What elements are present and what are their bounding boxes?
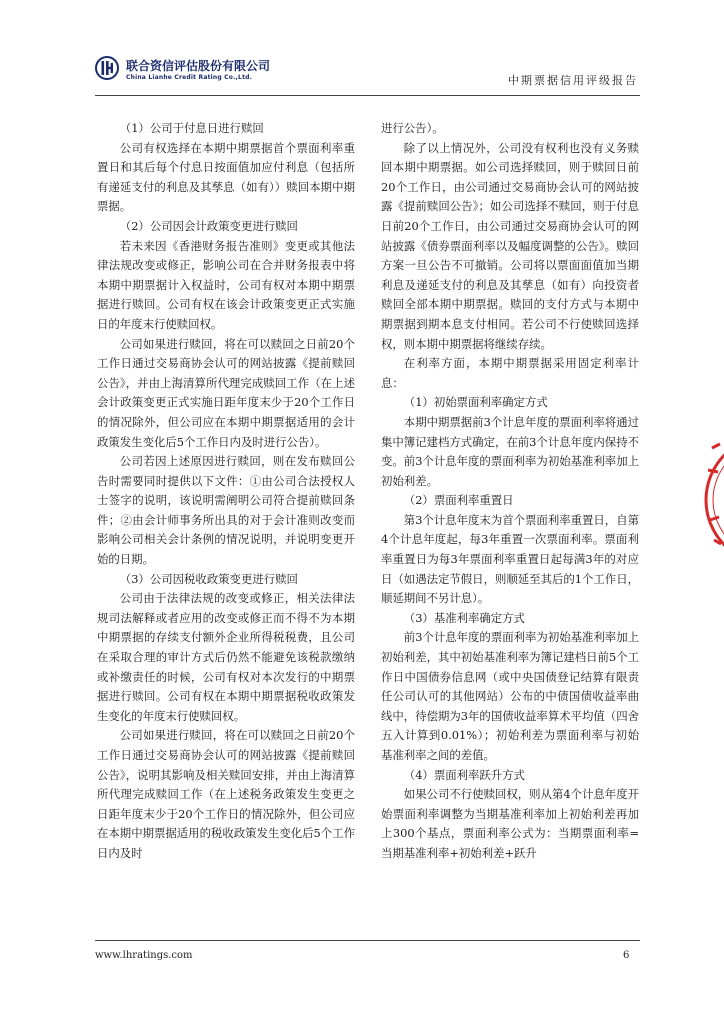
company-name-en: China Lianhe Credit Rating Co.,Ltd. [126, 74, 253, 81]
report-title: 中期票据信用评级报告 [508, 74, 638, 87]
body-paragraph: 公司若因上述原因进行赎回，则在发布赎回公告时需要同时提供以下文件：①由公司合法授权人士签字的说明，该说明需阐明公司符合提前赎回条件；②由会计师事务所出具的对于会计准则改变而影响公司相关会计条例的情况说明，并说明变更开始的日期。 [97, 454, 355, 567]
section-subheading: （2）公司因会计政策变更进行赎回 [119, 218, 298, 233]
header-divider [95, 95, 640, 96]
section-subheading: （1）公司于付息日进行赎回 [119, 121, 264, 135]
body-paragraph: 公司如果进行赎回，将在可以赎回之日前20个工作日通过交易商协会认可的网站披露《提前赎回公告》，并由上海清算所代理完成赎回工作（在上述会计政策变更正式实施日距年度末少于20个工作日的情况除外，但公司应在本期中期票据适用的会计政策发生变化后5个工作日内及时进行公告）。 [97, 336, 355, 449]
body-paragraph: 公司有权选择在本期中期票据首个票面利率重置日和其后每个付息日按面值加应付利息（包括所有递延支付的利息及其孳息（如有））赎回本期中期票据。 [97, 140, 355, 214]
section-subheading: （3）基准利率确定方式 [403, 610, 525, 625]
body-paragraph: 若未来因《香港财务报告准则》变更或其他法律法规改变或修正，影响公司在合并财务报表中将本期中期票据计入权益时，公司有权对本期中期票据进行赎回。公司有权在该会计政策变更正式实施日的年度末行使赎回权。 [97, 238, 355, 331]
body-paragraph: 公司由于法律法规的改变或修正，相关法律法规司法解释或者应用的改变或修正而不得不为本期中期票据的存续支付额外企业所得税税费，且公司在采取合理的审计方式后仍然不能避免该税款缴纳或补缴责任的时候，公司有权对本次发行的中期票据进行赎回。公司有权在本期中期票据税收政策发生变化的年度末行使赎回权。 [97, 591, 355, 723]
section-subheading: （1）初始票面利率确定方式 [403, 395, 548, 410]
body-paragraph: 进行公告）。 [381, 121, 444, 135]
body-paragraph: 如果公司不行使赎回权，则从第4个计息年度开始票面利率调整为当期基准利率加上初始利差再加上300个基点，票面利率公式为：当期票面利率=当期基准利率+初始利差+跃升 [381, 787, 639, 860]
company-logo-icon [95, 56, 119, 80]
red-seal-stamp-icon [700, 400, 724, 600]
company-name-cn: 联合资信评估股份有限公司 [126, 59, 271, 73]
right-text-column [381, 119, 639, 864]
page-number: 6 [623, 950, 630, 961]
footer-divider [95, 940, 640, 941]
body-paragraph: 公司如果进行赎回，将在可以赎回之日前20个工作日通过交易商协会认可的网站披露《提前赎回公告》，说明其影响及相关赎回安排，并由上海清算所代理完成赎回工作（在上述税务政策发生变更之日距年度末少于20个工作日的情况除外，但公司应在本期中期票据适用的税收政策发生变化后5个工作日内及时 [97, 728, 355, 860]
body-paragraph: 前3个计息年度的票面利率为初始基准利率加上初始利差，其中初始基准利率为簿记建档日前5个工作日中国债券信息网（或中央国债登记结算有限责任公司认可的其他网站）公布的中债国债收益率曲线中，待偿期为3年的国债收益率算术平均值（四舍五入计算到0.01%）；初始利差为票面利率与初始基准利率之间的差值。 [381, 630, 639, 762]
body-paragraph: 本期中期票据前3个计息年度的票面利率将通过集中簿记建档方式确定，在前3个计息年度内保持不变。前3个计息年度的票面利率为初始基准利率加上初始利差。 [381, 414, 639, 488]
body-paragraph: 第3个计息年度末为首个票面利率重置日，自第4个计息年度起，每3年重置一次票面利率。票面利率重置日为每3年票面利率重置日起每满3年的对应日（如遇法定节假日，则顺延至其后的1个工作日，顺延期间不另计息）。 [381, 512, 639, 606]
report-header [95, 56, 640, 98]
section-subheading: （2）票面利率重置日 [403, 493, 514, 508]
footer-website-link[interactable]: www.lhratings.com [95, 950, 193, 961]
body-paragraph: 除了以上情况外，公司没有权利也没有义务赎回本期中期票据。如公司选择赎回，则于赎回日前20个工作日，由公司通过交易商协会认可的网站披露《提前赎回公告》；如公司选择不赎回，则于付息日前20个工作日，由公司通过交易商协会认可的网站披露《债券票面利率以及幅度调整的公告》。赎回方案一旦公告不可撤销。公司将以票面面值加当期利息及递延支付的利息及其孳息（如有）向投资者赎回全部本期中期票据。赎回的支付方式与本期中期票据到期本息支付相同。若公司不行使赎回选择权，则本期中期票据将继续存续。 [381, 140, 639, 351]
section-subheading: （4）票面利率跃升方式 [403, 767, 525, 782]
body-paragraph: 在利率方面，本期中期票据采用固定利率计息： [381, 356, 639, 390]
section-subheading: （3）公司因税收政策变更进行赎回 [119, 571, 298, 586]
left-text-column [97, 119, 355, 864]
